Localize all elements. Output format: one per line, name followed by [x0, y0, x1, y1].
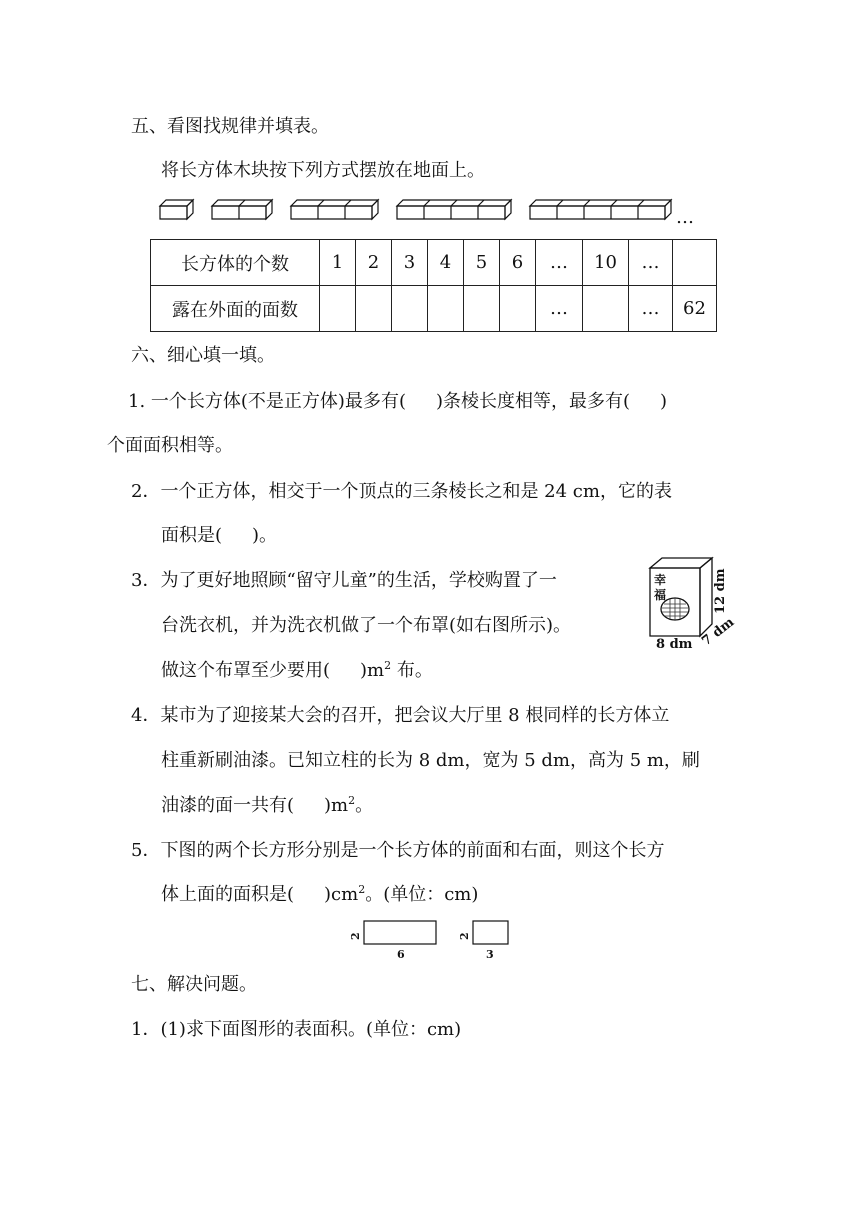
question-1-line-2: 个面面积相等。 — [107, 435, 233, 456]
rect1-side-label: 2 — [349, 932, 362, 940]
table-cell: … — [629, 240, 673, 286]
block-front-face — [291, 206, 372, 219]
table-cell: 6 — [500, 240, 536, 286]
table-cell — [500, 286, 536, 332]
rect2-bottom-label: 3 — [486, 948, 494, 961]
table-cell: … — [536, 286, 583, 332]
block-group-1 — [160, 200, 193, 219]
block-divider — [318, 200, 324, 219]
q2-text-b: )。 — [252, 525, 278, 546]
question-3-line-1: 3．为了更好地照顾“留守儿童”的生活，学校购置了一 — [131, 570, 557, 591]
q5-text-c: 。(单位：cm) — [365, 884, 479, 905]
table-cell: 62 — [673, 286, 717, 332]
table-cell: 5 — [464, 240, 500, 286]
table-cell: 3 — [392, 240, 428, 286]
table-cell: 2 — [356, 240, 392, 286]
section5-intro: 将长方体木块按下列方式摆放在地面上。 — [161, 160, 485, 181]
block-divider — [345, 200, 351, 219]
q2-text-a: 面积是( — [161, 525, 223, 546]
right-rectangle — [473, 921, 508, 944]
table-cell: … — [536, 240, 583, 286]
block-side-face — [505, 200, 511, 219]
table-row — [151, 286, 717, 332]
block-group-2 — [212, 200, 272, 219]
row-label: 长方体的个数 — [151, 240, 320, 286]
height-label: 12 dm — [713, 568, 728, 614]
block-group-4 — [397, 200, 511, 219]
section7-question-1: 1．(1)求下面图形的表面积。(单位：cm) — [131, 1019, 462, 1040]
section5-heading: 五、看图找规律并填表。 — [131, 116, 329, 137]
question-3-line-2: 台洗衣机，并为洗衣机做了一个布罩(如右图所示)。 — [161, 615, 572, 636]
q3-superscript: 2 — [384, 659, 392, 672]
block-divider — [239, 200, 245, 219]
q3-text-b: )m — [360, 660, 385, 681]
cube-side-face — [700, 558, 712, 636]
rect1-bottom-label: 6 — [397, 948, 405, 961]
table-cell: 10 — [583, 240, 629, 286]
block-group-5 — [530, 200, 671, 219]
block-divider — [611, 200, 617, 219]
label-xing: 幸 — [654, 573, 667, 587]
block-front-face — [530, 206, 665, 219]
question-5-line-1: 5．下图的两个长方形分别是一个长方体的前面和右面，则这个长方 — [131, 840, 665, 861]
block-divider — [424, 200, 430, 219]
table-cell — [464, 286, 500, 332]
q4-text-c: 。 — [355, 795, 374, 816]
q1-text-c: ) — [660, 391, 668, 412]
block-divider — [451, 200, 457, 219]
washing-machine-cover-figure — [640, 554, 740, 650]
section6-heading: 六、细心填一填。 — [131, 345, 275, 366]
q5-text-b: )cm — [324, 884, 359, 905]
block-group-3 — [291, 200, 378, 219]
table-cell — [673, 240, 717, 286]
q3-text-c: 布。 — [391, 660, 433, 681]
row-label: 露在外面的面数 — [151, 286, 320, 332]
label-fu: 福 — [654, 588, 667, 602]
q5-superscript: 2 — [358, 883, 366, 896]
rectangles-figure — [346, 916, 516, 962]
question-1-line-1 — [128, 391, 667, 413]
block-divider — [584, 200, 590, 219]
q4-text-a: 油漆的面一共有( — [161, 795, 295, 816]
question-2-line-1: 2．一个正方体，相交于一个顶点的三条棱长之和是 24 cm，它的表 — [131, 481, 672, 502]
width-label: 8 dm — [656, 637, 693, 650]
q4-text-b: )m — [324, 795, 349, 816]
block-side-face — [266, 200, 272, 219]
q3-text-a: 做这个布罩至少要用( — [161, 660, 331, 681]
question-5-line-2 — [161, 884, 478, 906]
table-cell — [320, 286, 356, 332]
depth-label: 7 dm — [699, 614, 738, 650]
table-cell — [583, 286, 629, 332]
block-top-face — [530, 200, 671, 206]
block-divider — [557, 200, 563, 219]
table-cell — [428, 286, 464, 332]
table-cell — [392, 286, 428, 332]
question-4-line-3 — [161, 795, 373, 817]
block-divider — [638, 200, 644, 219]
table-row — [151, 240, 717, 286]
block-top-face — [291, 200, 378, 206]
block-side-face — [187, 200, 193, 219]
table-cell: … — [629, 286, 673, 332]
blocks-ellipsis: … — [676, 207, 694, 228]
table-cell — [356, 286, 392, 332]
table-cell: 1 — [320, 240, 356, 286]
front-rectangle — [364, 921, 436, 944]
table-cell: 4 — [428, 240, 464, 286]
section7-heading: 七、解决问题。 — [131, 974, 257, 995]
question-3-line-3 — [161, 660, 433, 682]
question-4-line-1: 4．某市为了迎接某大会的召开，把会议大厅里 8 根同样的长方体立 — [131, 705, 670, 726]
rect2-side-label: 2 — [458, 932, 471, 940]
block-arrangement-figure — [155, 196, 715, 230]
question-4-line-2: 柱重新刷油漆。已知立柱的长为 8 dm，宽为 5 dm，高为 5 m，刷 — [161, 750, 700, 771]
q1-text-b: )条棱长度相等，最多有( — [435, 391, 631, 412]
block-front-face — [160, 206, 187, 219]
block-side-face — [665, 200, 671, 219]
q1-text-a: 1. 一个长方体(不是正方体)最多有( — [128, 391, 406, 412]
question-2-line-2 — [161, 525, 277, 547]
block-side-face — [372, 200, 378, 219]
block-divider — [478, 200, 484, 219]
q5-text-a: 体上面的面积是( — [161, 884, 295, 905]
q4-superscript: 2 — [348, 794, 356, 807]
pattern-table — [150, 239, 717, 332]
